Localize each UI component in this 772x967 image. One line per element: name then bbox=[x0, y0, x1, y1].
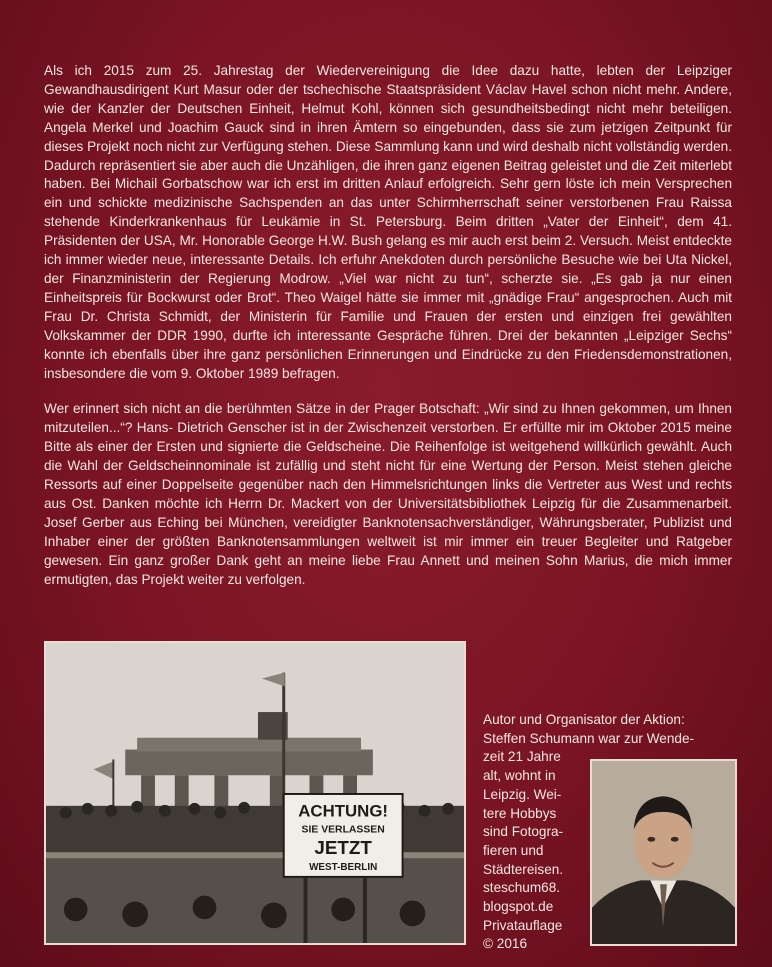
caption-line-2: Steffen Schumann war zur Wende- bbox=[483, 730, 695, 746]
sign-line-2: SIE VERLASSEN bbox=[301, 824, 385, 836]
caption-line-13: © 2016 bbox=[483, 936, 528, 952]
caption-line-4: alt, wohnt in bbox=[483, 768, 556, 784]
author-portrait bbox=[590, 759, 737, 946]
article-paragraph-1: Als ich 2015 zum 25. Jahrestag der Wiedervereinigung die Idee dazu hatte, lebten der Leipziger Gewandhausdirigent Kurt Masur oder der tschechische Staatspräsident Václav Havel schon nicht mehr. Andere, wie der Kanzler der Deutschen Einheit, Helmut Kohl, können sich gesundheitsbedingt nicht mehr beteiligen. Angela Merkel und Joachim Gauck sind in ihren Ämtern so eingebunden, dass sie zum jetzigen Zeitpunkt für dieses Projekt noch nicht zur Verfügung stehen. Diese Sammlung kann und wird deshalb nicht vollständig werden. Dadurch repräsentiert sie aber auch die Unzähligen, die ihren ganz eigenen Beitrag geleistet und die Zeit miterlebt haben. Bei Michail Gorbatschow war ich erst im dritten Anlauf erfolgreich. Sehr gern löste ich mein Versprechen ein und schickte medizinische Sachspenden an das unter Schirmherrschaft seiner verstorbenen Frau Raissa stehende Kinderkrankenhaus für Leukämie in St. Petersburg. Beim dritten „Vater der Einheit“, dem 41. Präsidenten der USA, Mr. Honorable George H.W. Bush gelang es mir auch erst beim 2. Versuch. Meist entdeckte ich immer wieder neue, interessante Details. Ich erfuhr Anekdoten durch persönliche Besuche wie bei Uta Nickel, der Finanzministerin der Regierung Modrow. „Viel war nicht zu tun“, scherzte sie. „Es gab ja nur einen Einheitspreis für Bockwurst oder Brot“. Theo Waigel hätte sie immer mit „gnädige Frau“ angesprochen. Auch mit Frau Dr. Christa Schmidt, der Ministerin für Familie und Frauen der ersten und einzigen frei gewählten Volkskammer der DDR 1990, durfte ich interessante Gespräche führen. Drei der bekannten „Leipziger Sechs“ konnte ich ebenfalls über ihre ganz persönlichen Erinnerungen und Eindrücke zu den Friedensdemonstrationen, insbesondere die vom 9. Oktober 1989 befragen. bbox=[44, 63, 732, 381]
article-paragraph-2: Wer erinnert sich nicht an die berühmten Sätze in der Prager Botschaft: „Wir sind zu Ihnen gekommen, um Ihnen mitzuteilen...“? Hans- Dietrich Genscher ist in der Zwischenzeit verstorben. Er erfüllte mir im Oktober 2015 meine Bitte als einer der Ersten und signierte die Geldscheine. Die Reihenfolge ist weitgehend willkürlich gewählt. Auch die Wahl der Geldscheinnominale ist zufällig und steht nicht für eine Wertung der Person. Meist stehen gleiche Ressorts auf einer Doppelseite gegenüber nach den Himmelsrichtungen links die Vertreter aus West und rechts aus Ost. Danken möchte ich Herrn Dr. Mackert von der Universitätsbibliothek Leipzig für die Zusammenarbeit. Josef Gerber aus Eching bei München, vereidigter Banknotensachverständiger, Währungsberater, Publizist und Inhaber einer der größten Banknotensammlungen weltweit ist mir immer ein treuer Begleiter und Ratgeber gewesen. Ein ganz großer Dank geht an meine liebe Frau Annett und meinen Sohn Marius, die mich immer ermutigten, das Projekt weiter zu verfolgen. bbox=[44, 401, 732, 587]
article-body bbox=[44, 62, 732, 606]
sign-line-1: ACHTUNG! bbox=[298, 801, 389, 821]
caption-line-3: zeit 21 Jahre bbox=[483, 749, 561, 765]
caption-line-1: Autor und Organisator der Aktion: bbox=[483, 712, 685, 727]
caption-line-11: blogspot.de bbox=[483, 899, 554, 915]
author-portrait-image bbox=[592, 761, 735, 944]
caption-line-12: Privatauflage bbox=[483, 917, 563, 933]
caption-line-7: sind Fotogra- bbox=[483, 824, 564, 840]
berlin-wall-photo-image bbox=[46, 643, 464, 943]
caption-line-9: Städtereisen. bbox=[483, 861, 564, 877]
caption-line-8: fieren und bbox=[483, 842, 544, 858]
sign-line-4: WEST-BERLIN bbox=[309, 861, 378, 873]
caption-line-10: steschum68. bbox=[483, 880, 561, 896]
caption-line-6: tere Hobbys bbox=[483, 805, 557, 821]
caption-line-5: Leipzig. Wei- bbox=[483, 786, 562, 802]
berlin-wall-photo bbox=[44, 641, 466, 945]
sign-line-3: JETZT bbox=[314, 837, 372, 859]
